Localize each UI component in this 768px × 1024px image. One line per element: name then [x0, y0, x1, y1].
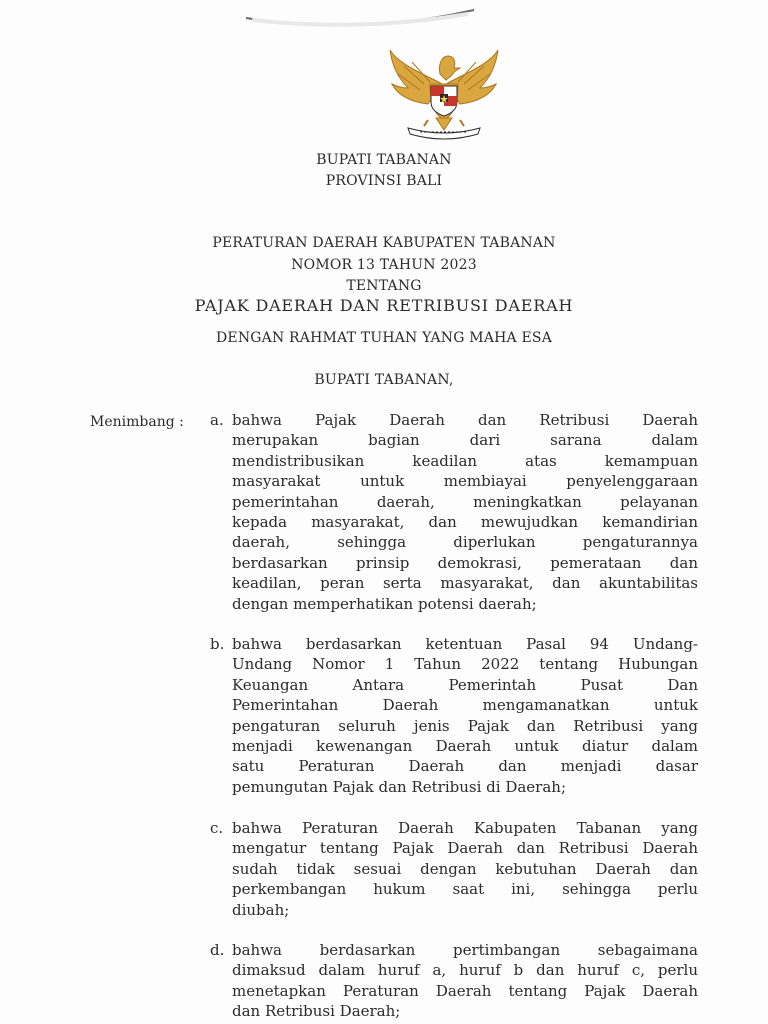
- item-line: Undang Nomor 1 Tahun 2022 tentang Hubungan: [232, 655, 698, 674]
- garuda-pancasila-emblem-icon: [384, 44, 504, 140]
- item-line: pengaturan seluruh jenis Pajak dan Retribusi yang: [232, 716, 698, 735]
- item-body: [232, 634, 698, 797]
- item-line: pemerintahan daerah, meningkatkan pelayanan: [232, 492, 698, 511]
- regulation-number: NOMOR 13 TAHUN 2023: [291, 257, 477, 273]
- item-line: satu Peraturan Daerah dan menjadi dasar: [232, 757, 698, 776]
- item-body: [232, 818, 698, 920]
- item-line: mendistribusikan keadilan atas kemampuan: [232, 451, 698, 470]
- considering-label: Menimbang :: [90, 414, 184, 430]
- paper-fold-mark: [240, 6, 480, 28]
- item-letter: a.: [210, 411, 224, 429]
- regulation-subject: PAJAK DAERAH DAN RETRIBUSI DAERAH: [194, 296, 574, 315]
- item-line: dengan memperhatikan potensi daerah;: [232, 594, 537, 613]
- regulation-title: PERATURAN DAERAH KABUPATEN TABANAN: [212, 235, 556, 251]
- item-line: Pemerintahan Daerah mengamanatkan untuk: [232, 696, 698, 715]
- item-line: dimaksud dalam huruf a, huruf b dan huruf c, perlu: [232, 961, 698, 980]
- item-letter: d.: [210, 941, 225, 959]
- item-line: diubah;: [232, 900, 290, 919]
- item-line: Keuangan Antara Pemerintah Pusat Dan: [232, 675, 698, 694]
- item-line: bahwa Pajak Daerah dan Retribusi Daerah: [232, 411, 698, 429]
- item-line: berdasarkan prinsip demokrasi, pemerataan dan: [232, 553, 698, 572]
- item-line: dan Retribusi Daerah;: [232, 1002, 401, 1021]
- item-line: kepada masyarakat, dan mewujudkan kemandirian: [232, 512, 698, 531]
- item-line: menetapkan Peraturan Daerah tentang Pajak Daerah: [232, 981, 698, 1000]
- regulation-about: TENTANG: [346, 278, 422, 294]
- item-line: keadilan, peran serta masyarakat, dan akuntabilitas: [232, 574, 698, 593]
- item-body: [232, 410, 698, 614]
- item-line: sudah tidak sesuai dengan kebutuhan Daerah dan: [232, 859, 698, 878]
- province-name: PROVINSI BALI: [325, 173, 443, 189]
- item-line: perkembangan hukum saat ini, sehingga perlu: [232, 880, 698, 899]
- item-line: bahwa berdasarkan ketentuan Pasal 94 Undang-: [232, 635, 698, 653]
- item-line: bahwa Peraturan Daerah Kabupaten Tabanan yang: [232, 819, 698, 837]
- regent-title: BUPATI TABANAN: [316, 152, 452, 168]
- item-letter: c.: [210, 819, 224, 837]
- item-line: masyarakat untuk membiayai penyelenggaraan: [232, 472, 698, 491]
- item-line: bahwa berdasarkan pertimbangan sebagaimana: [232, 941, 698, 959]
- item-letter: b.: [210, 635, 225, 653]
- item-line: pemungutan Pajak dan Retribusi di Daerah;: [232, 777, 567, 796]
- item-line: menjadi kewenangan Daerah untuk diatur dalam: [232, 736, 698, 755]
- issuer-line: BUPATI TABANAN,: [314, 372, 454, 388]
- item-line: daerah, sehingga diperlukan pengaturannya: [232, 533, 698, 552]
- item-line: merupakan bagian dari sarana dalam: [232, 431, 698, 450]
- item-line: mengatur tentang Pajak Daerah dan Retribusi Daerah: [232, 839, 698, 858]
- blessing-line: DENGAN RAHMAT TUHAN YANG MAHA ESA: [215, 330, 553, 346]
- item-body: [232, 940, 698, 1022]
